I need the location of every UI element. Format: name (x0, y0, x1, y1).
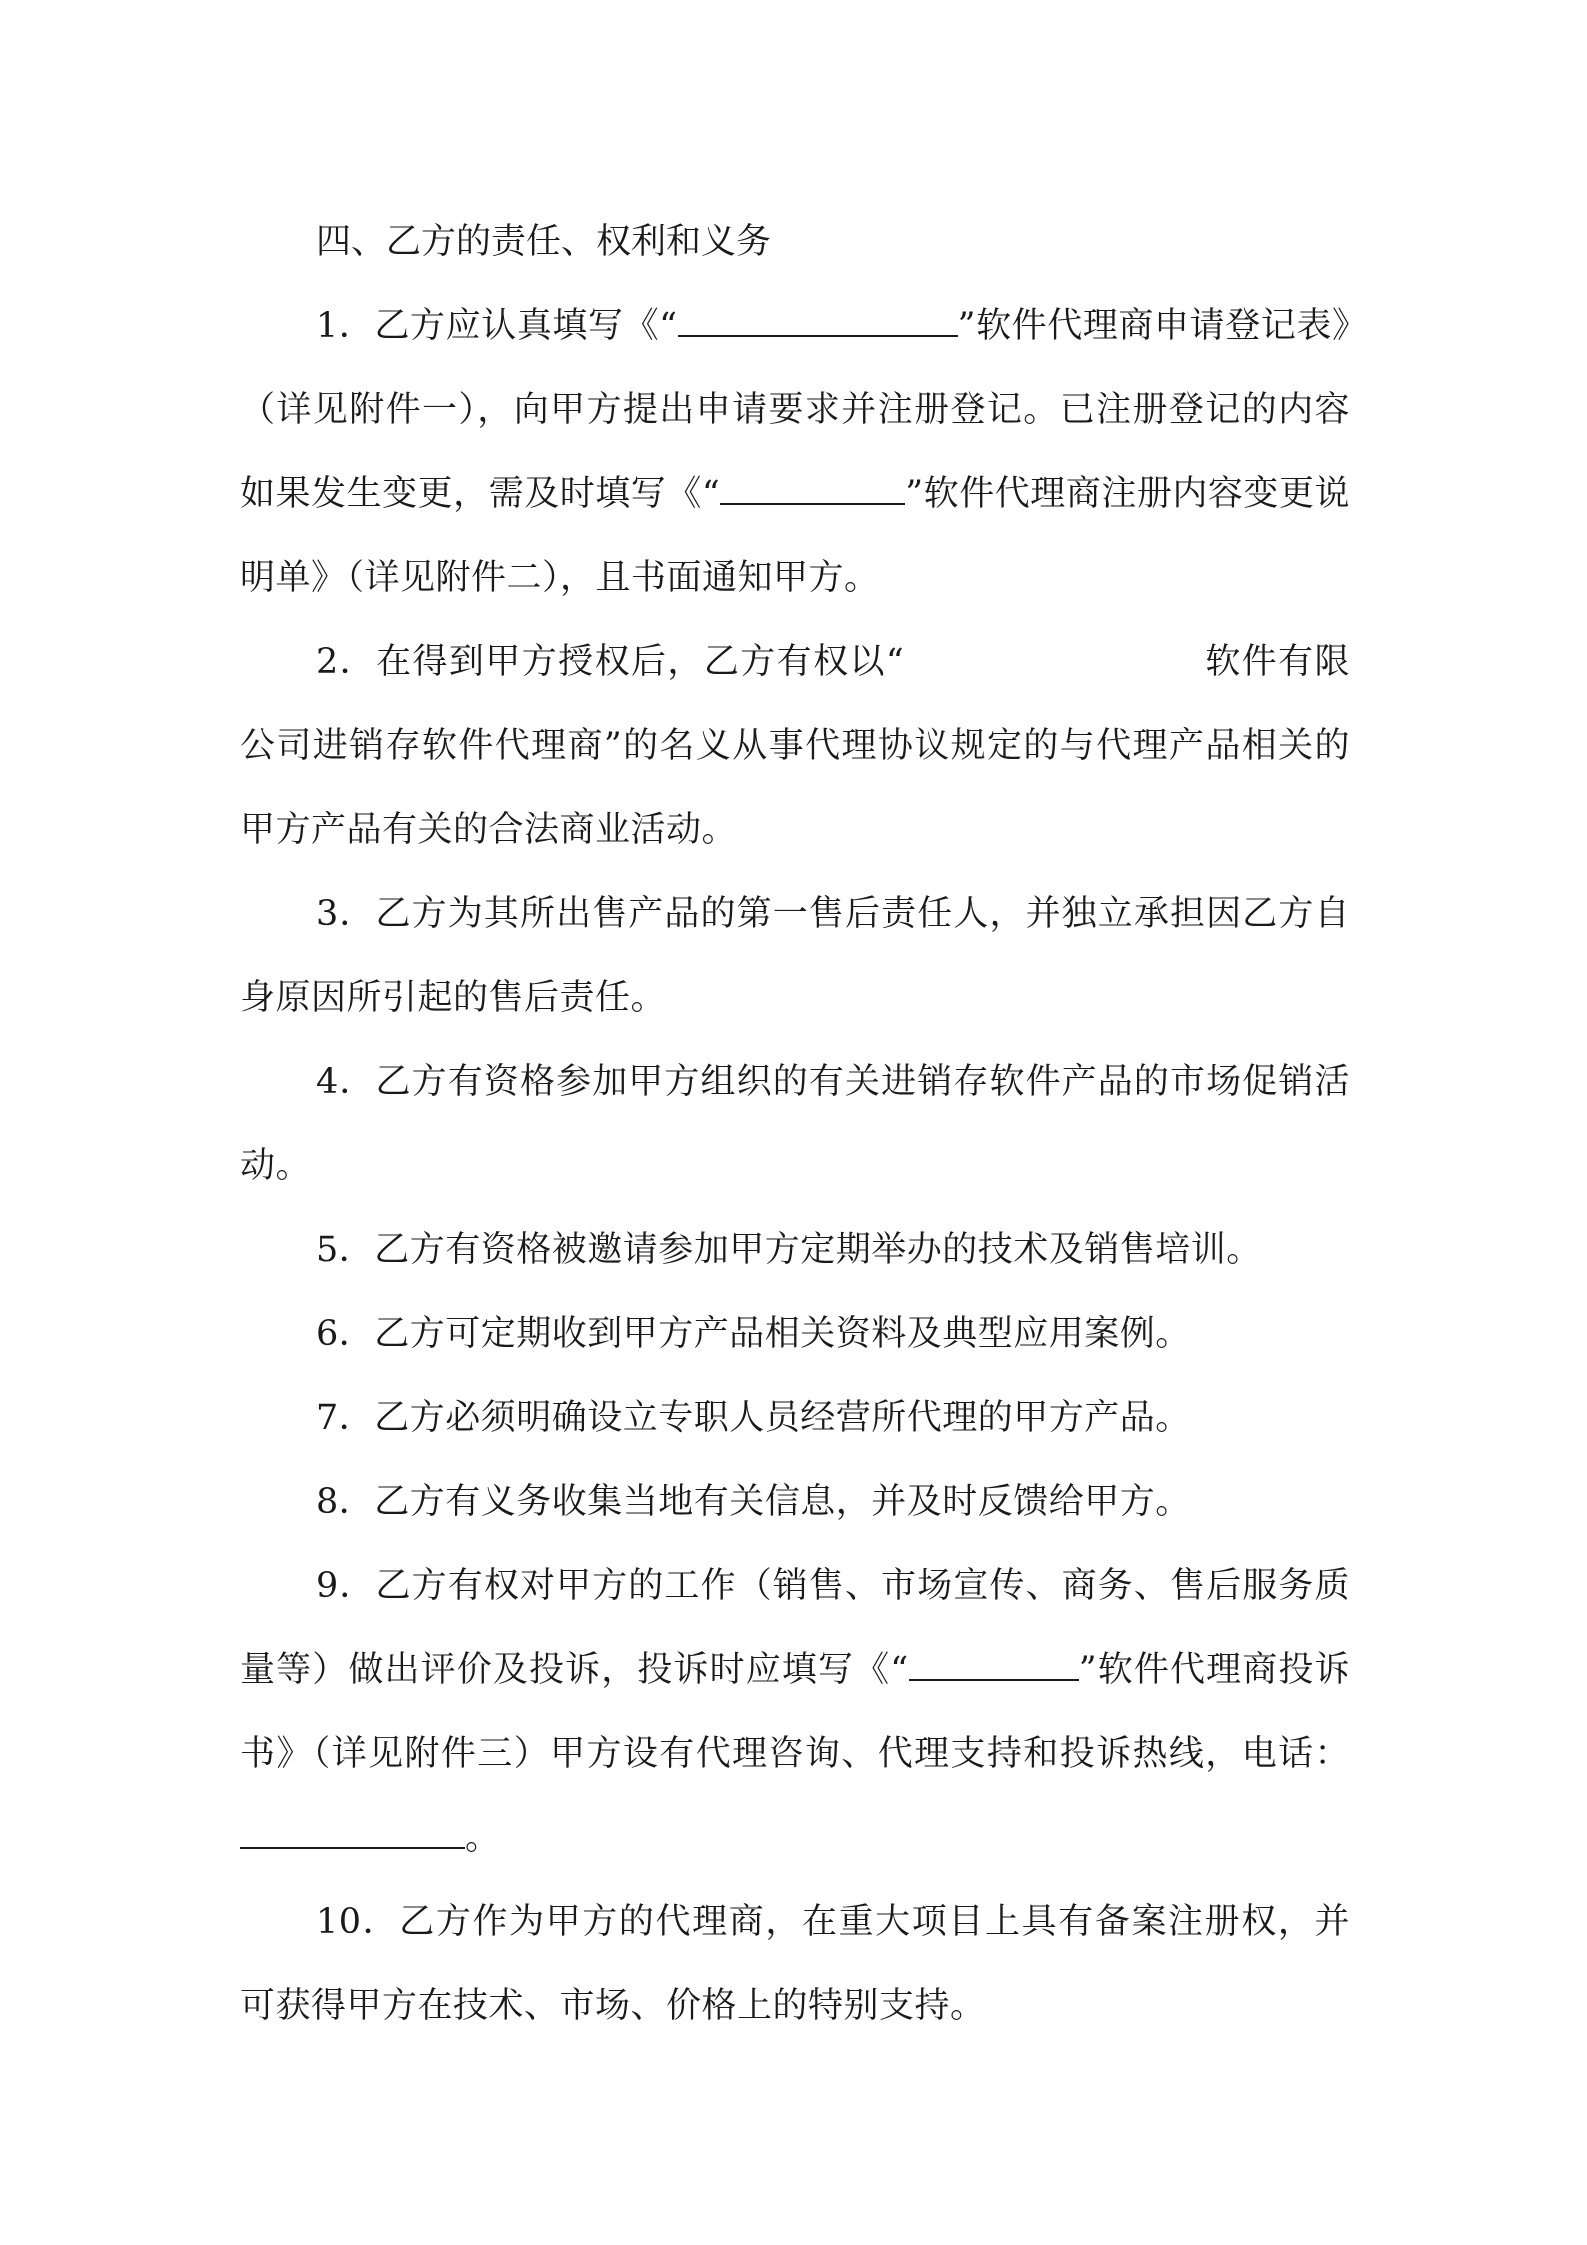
clause-6: 6．乙方可定期收到甲方产品相关资料及典型应用案例。 (316, 1314, 1191, 1354)
clause-9-text-a: 9．乙方有权对甲方的工作（销售、市场宣传、商务、售后服务质量等）做出评价及投诉，投诉时应填写《“ (240, 1566, 1350, 1690)
clause-4: 4．乙方有资格参加甲方组织的有关进销存软件产品的市场促销活动。 (240, 1062, 1350, 1186)
clause-7: 7．乙方必须明确设立专职人员经营所代理的甲方产品。 (316, 1398, 1191, 1438)
phone-blank-line (240, 1817, 465, 1849)
clause-8: 8．乙方有义务收集当地有关信息，并及时反馈给甲方。 (316, 1482, 1191, 1522)
blank-line (720, 473, 905, 505)
clause-9 (240, 1544, 1350, 1880)
clause-2 (240, 620, 1350, 872)
clause-9-text-b: ”软件代理商投诉书》（详见附件三）甲方设有代理咨询、代理支持和投诉热线，电话： (240, 1650, 1350, 1774)
clause-1-text-b: ”软件代理商申请登记表》（详见附件一），向甲方提出申请要求并注册登记。已注册登记的内容如果发生变更，需及时填写《“ (240, 306, 1350, 514)
clause-10: 10．乙方作为甲方的代理商，在重大项目上具有备案注册权，并可获得甲方在技术、市场、价格上的特别支持。 (240, 1902, 1350, 2026)
clause-5: 5．乙方有资格被邀请参加甲方定期举办的技术及销售培训。 (316, 1230, 1262, 1270)
section-heading: 四、乙方的责任、权利和义务 (316, 222, 772, 262)
document-page (240, 200, 1350, 2048)
clause-2-text-a: 2．在得到甲方授权后，乙方有权以“ (316, 642, 905, 682)
clause-2-text-b: 软件有限公司进销存软件代理商”的名义从事代理协议规定的与代理产品相关的甲方产品有关的合法商业活动。 (240, 642, 1350, 850)
clause-3: 3．乙方为其所出售产品的第一售后责任人，并独立承担因乙方自身原因所引起的售后责任。 (240, 894, 1350, 1018)
clause-1 (240, 284, 1350, 620)
clause-1-text-c: ”软件代理商注册内容变更说明单》（详见附件二），且书面通知甲方。 (240, 474, 1350, 598)
blank-line (909, 1649, 1079, 1681)
clause-1-text-a: 1．乙方应认真填写《“ (316, 306, 678, 346)
clause-9-text-c: 。 (465, 1818, 501, 1858)
blank-line (678, 305, 958, 337)
